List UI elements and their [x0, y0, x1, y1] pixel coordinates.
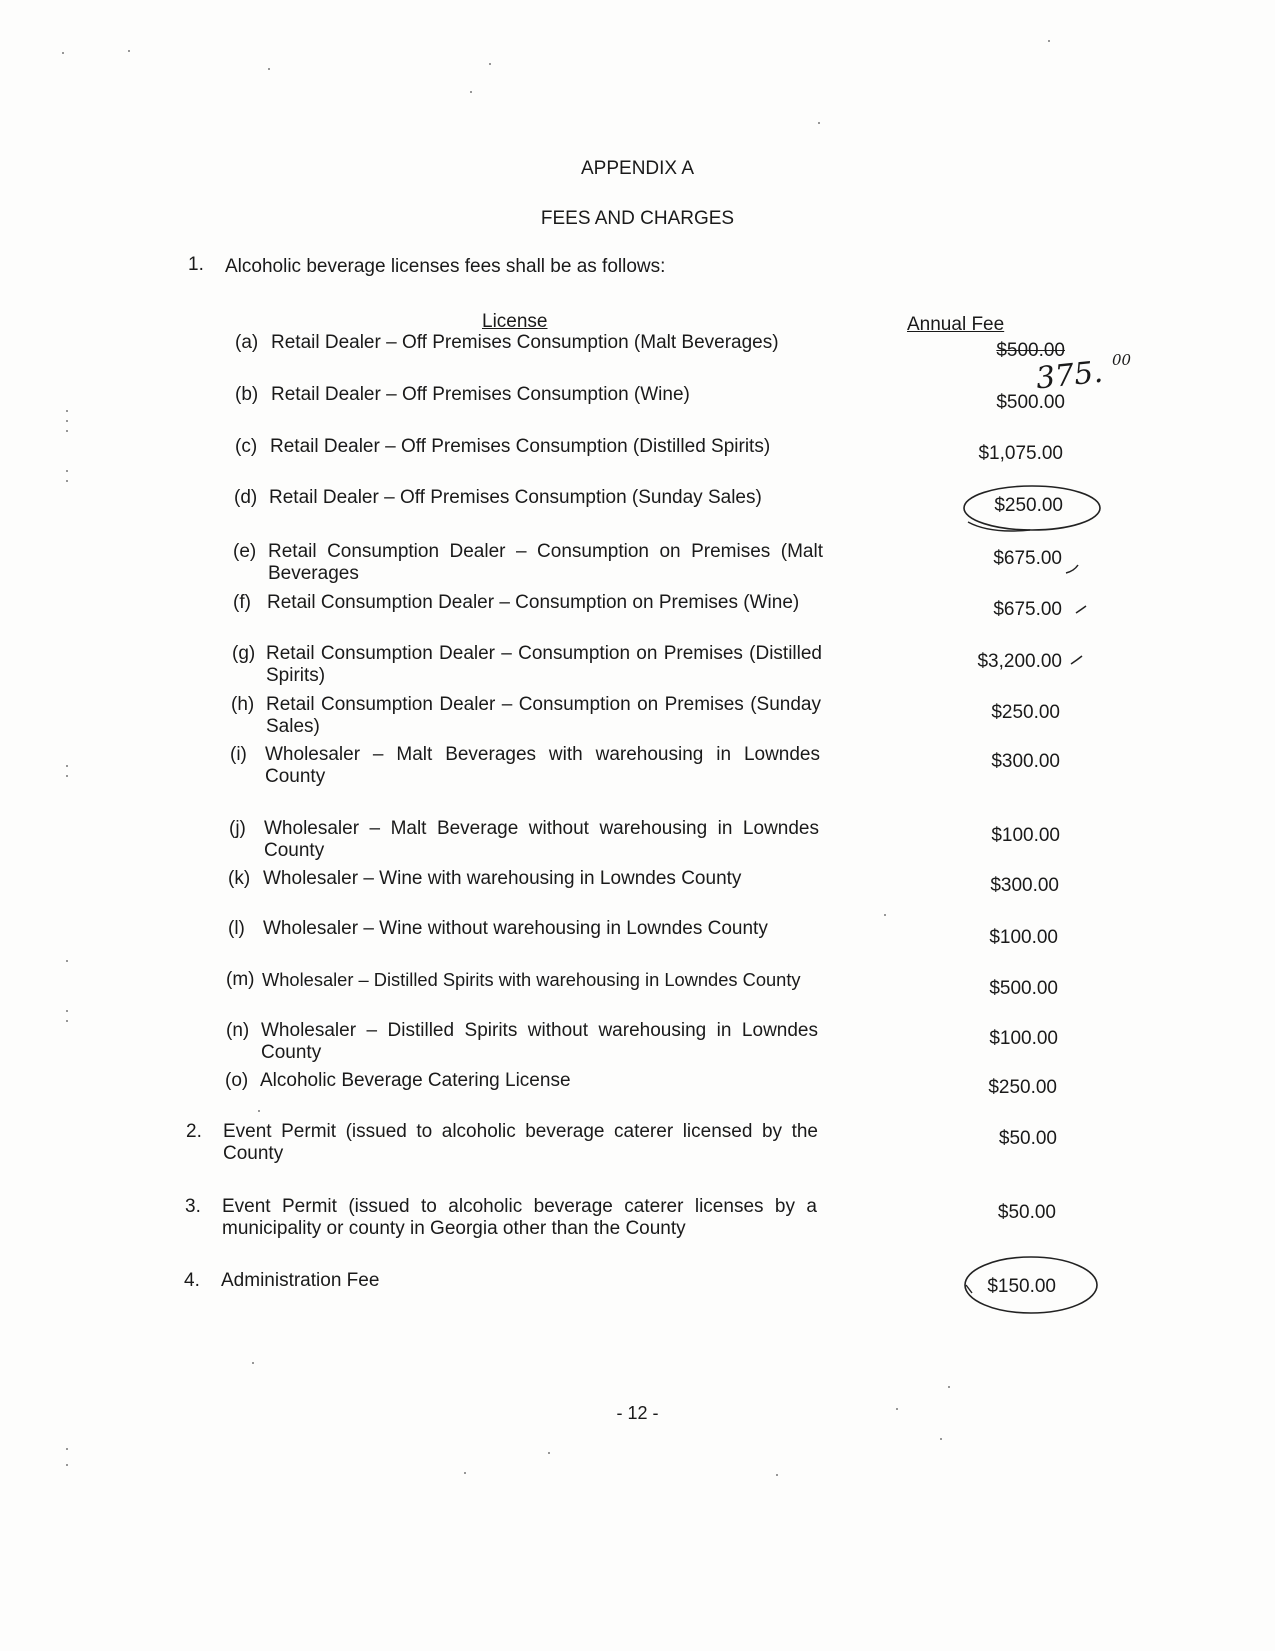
scan-speck	[62, 52, 64, 54]
scan-speck	[66, 765, 68, 767]
section-text: Event Permit (issued to alcoholic beverage caterer licenses by a municipality or county in Georgia other than the County	[222, 1196, 817, 1239]
fee-value: $100.00	[989, 1028, 1058, 1049]
check-mark	[1071, 656, 1082, 664]
page-number: - 12 -	[616, 1403, 659, 1423]
fee-value: $250.00	[988, 1077, 1057, 1098]
appendix-heading: APPENDIX A	[581, 158, 694, 179]
item-text: Retail Dealer – Off Premises Consumption (Wine)	[271, 384, 690, 405]
fee-value: $100.00	[991, 825, 1060, 846]
scan-speck	[66, 1448, 68, 1450]
handwritten-fee: 375.	[1034, 354, 1105, 397]
scan-speck	[66, 480, 68, 482]
item-letter: (i)	[230, 744, 247, 765]
item-text: Retail Consumption Dealer – Consumption on Premises (Wine)	[267, 592, 800, 613]
section-number: 2.	[186, 1121, 202, 1142]
scan-speck	[66, 410, 68, 412]
item-letter: (l)	[228, 918, 245, 939]
item-letter: (m)	[226, 969, 255, 990]
scan-speck	[489, 63, 491, 65]
scan-speck	[818, 122, 820, 124]
scan-speck	[948, 1386, 950, 1388]
item-letter: (g)	[232, 643, 256, 664]
scan-speck	[896, 1408, 898, 1410]
fee-value: $50.00	[997, 1202, 1056, 1223]
scan-speck	[258, 1110, 260, 1112]
section-text: Administration Fee	[221, 1270, 380, 1291]
scan-speck	[252, 1362, 254, 1364]
item-letter: (n)	[226, 1020, 250, 1041]
page-title: FEES AND CHARGES	[540, 208, 735, 229]
column-header-annual-fee: Annual Fee	[907, 314, 1005, 335]
scan-speck	[66, 420, 68, 422]
item-text: Wholesaler – Distilled Spirits without warehousing in Lowndes County	[261, 1020, 818, 1063]
item-letter: (o)	[225, 1070, 249, 1091]
scan-speck	[66, 1020, 68, 1022]
scan-speck	[470, 91, 472, 93]
circle-mark	[965, 1257, 1097, 1313]
section-intro: Alcoholic beverage licenses fees shall be as follows:	[225, 256, 666, 277]
check-mark	[1066, 565, 1078, 573]
item-letter: (h)	[231, 694, 255, 715]
scan-speck	[464, 1472, 466, 1474]
item-text: Wholesaler – Distilled Spirits with warehousing in Lowndes County	[262, 969, 801, 990]
scan-speck	[66, 1464, 68, 1466]
item-text: Retail Dealer – Off Premises Consumption (Sunday Sales)	[269, 487, 762, 508]
fee-value: $50.00	[998, 1128, 1057, 1149]
section-text: Event Permit (issued to alcoholic beverage caterer licensed by the County	[223, 1121, 818, 1164]
item-letter: (c)	[235, 436, 258, 457]
item-letter: (f)	[233, 592, 251, 613]
item-text: Retail Dealer – Off Premises Consumption (Distilled Spirits)	[270, 436, 771, 457]
fee-value: $500.00	[996, 392, 1065, 413]
circle-mark	[964, 486, 1100, 530]
scan-speck	[66, 960, 68, 962]
fee-value: $300.00	[990, 875, 1059, 896]
item-text: Retail Dealer – Off Premises Consumption (Malt Beverages)	[271, 332, 779, 353]
fee-value: $300.00	[991, 751, 1060, 772]
item-text: Wholesaler – Wine with warehousing in Lowndes County	[263, 868, 742, 889]
scan-speck	[66, 775, 68, 777]
scan-speck	[884, 914, 886, 916]
item-letter: (a)	[235, 332, 259, 353]
scan-speck	[776, 1474, 778, 1476]
fee-value: $100.00	[989, 927, 1058, 948]
item-letter: (k)	[228, 868, 251, 889]
item-text: Alcoholic Beverage Catering License	[260, 1070, 571, 1091]
handwritten-cents: 00	[1112, 351, 1132, 369]
fee-value: $675.00	[993, 548, 1062, 569]
fee-value: $500.00	[989, 978, 1058, 999]
scan-speck	[128, 50, 130, 52]
fee-value-struck: $500.00	[996, 340, 1065, 361]
section-number: 3.	[185, 1196, 201, 1217]
item-letter: (e)	[233, 541, 257, 562]
item-text: Retail Consumption Dealer – Consumption on Premises (Distilled Spirits)	[266, 643, 822, 686]
scan-speck	[268, 68, 270, 70]
item-text: Wholesaler – Malt Beverages with warehousing in Lowndes County	[265, 744, 820, 787]
scan-speck	[66, 470, 68, 472]
column-header-license: License	[482, 311, 548, 332]
fee-value: $3,200.00	[977, 651, 1062, 672]
scan-speck	[1048, 40, 1050, 42]
item-text: Retail Consumption Dealer – Consumption on Premises (Malt Beverages	[268, 541, 823, 584]
item-text: Retail Consumption Dealer – Consumption on Premises (Sunday Sales)	[266, 694, 821, 737]
item-text: Wholesaler – Malt Beverage without warehousing in Lowndes County	[264, 818, 819, 861]
scan-speck	[66, 430, 68, 432]
item-letter: (b)	[235, 384, 259, 405]
scan-speck	[548, 1452, 550, 1454]
fee-value-circled: $150.00	[987, 1276, 1056, 1297]
fee-value: $675.00	[993, 599, 1062, 620]
fee-value: $250.00	[991, 702, 1060, 723]
section-number: 4.	[184, 1270, 200, 1291]
item-letter: (j)	[229, 818, 246, 839]
scan-speck	[66, 1010, 68, 1012]
section-number: 1.	[188, 254, 204, 275]
fee-value-circled: $250.00	[994, 495, 1063, 516]
fee-value: $1,075.00	[978, 443, 1063, 464]
scan-speck	[940, 1438, 942, 1440]
item-text: Wholesaler – Wine without warehousing in Lowndes County	[263, 918, 768, 939]
check-mark	[1076, 606, 1086, 613]
item-letter: (d)	[234, 487, 258, 508]
